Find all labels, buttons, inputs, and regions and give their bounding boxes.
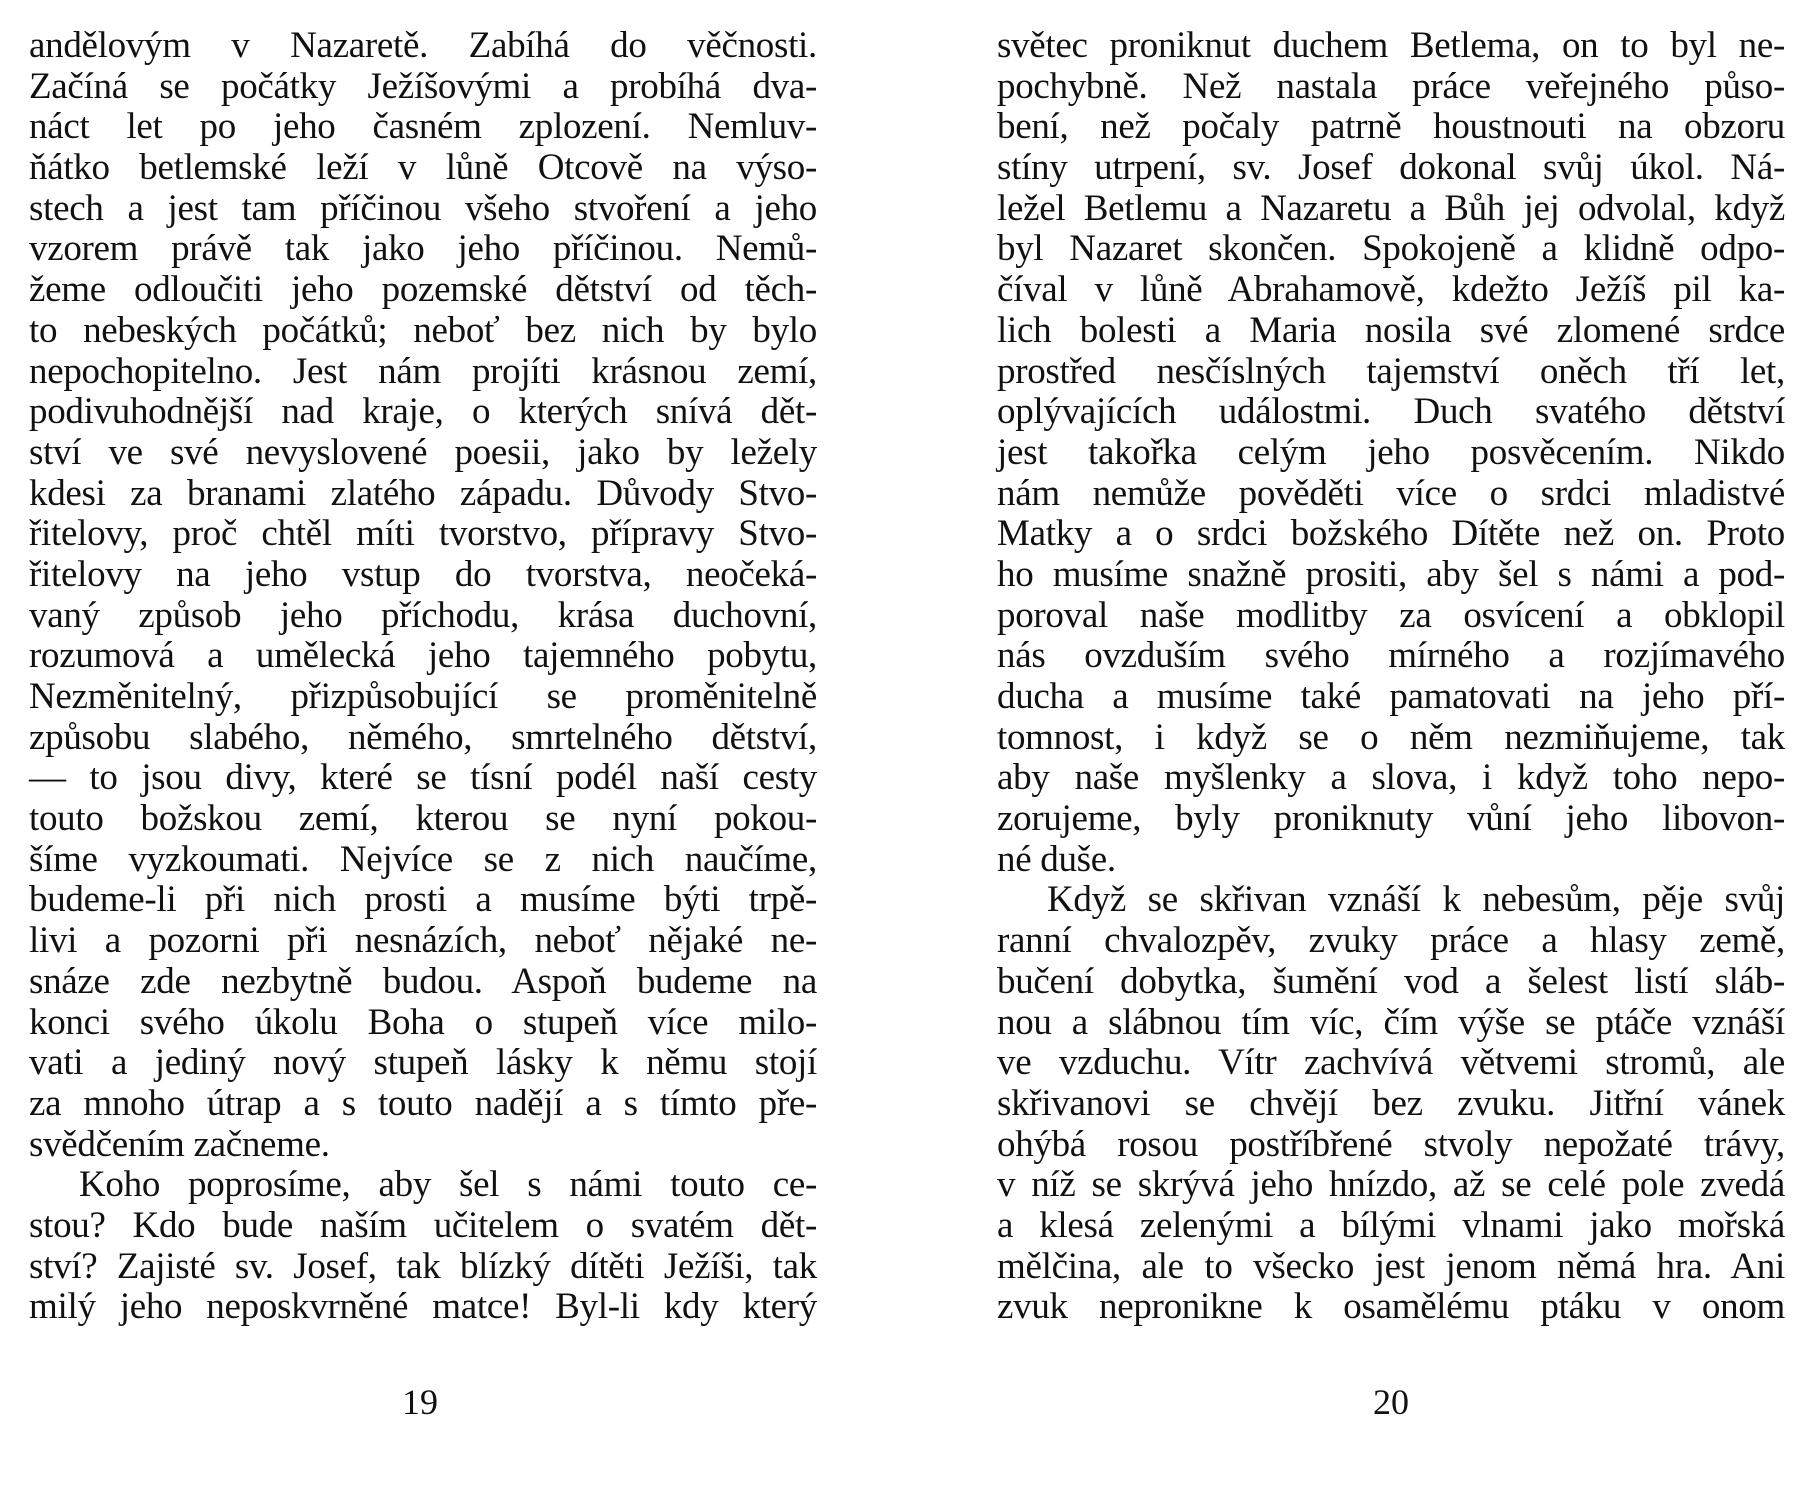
text-line: jest takořka celým jeho posvěcením. Nikdo: [997, 431, 1785, 473]
text-line: nou a slábnou tím víc, čím výše se ptáče vznáší: [997, 1001, 1785, 1043]
text-line: lich bolesti a Maria nosila své zlomené srdce: [997, 309, 1785, 351]
text-line: stech a jest tam příčinou všeho stvoření a jeho: [29, 187, 817, 229]
text-line: milý jeho neposkvrněné matce! Byl-li kdy který: [29, 1286, 817, 1328]
text-line: nás ovzduším svého mírného a rozjímavého: [997, 635, 1785, 677]
text-line: nám nemůže pověděti více o srdci mladistvé: [997, 472, 1785, 514]
text-line: oplývajících událostmi. Duch svatého dětství: [997, 391, 1785, 433]
page-number-right: 20: [1373, 1382, 1409, 1422]
text-line: žeme odloučiti jeho pozemské dětství od těch-: [29, 269, 817, 311]
text-line: ství ve své nevyslovené poesii, jako by ležely: [29, 431, 817, 473]
text-line: ranní chvalozpěv, zvuky práce a hlasy země,: [997, 920, 1785, 962]
text-line: způsobu slabého, němého, smrtelného dětství,: [29, 716, 817, 758]
text-line: řitelovy, proč chtěl míti tvorstvo, přípravy Stvo-: [29, 513, 817, 555]
text-line: tomnost, i když se o něm nezmiňujeme, tak: [997, 716, 1785, 758]
text-line: vzorem právě tak jako jeho příčinou. Nemů-: [29, 228, 817, 270]
text-line: náct let po jeho časném zplození. Nemluv-: [29, 106, 817, 148]
text-line: touto božskou zemí, kterou se nyní pokou-: [29, 798, 817, 840]
text-line: ho musíme snažně prositi, aby šel s námi a pod-: [997, 553, 1785, 595]
text-line: a klesá zelenými a bílými vlnami jako mořská: [997, 1204, 1785, 1246]
text-line: číval v lůně Abrahamově, kdežto Ježíš pil ka-: [997, 269, 1785, 311]
text-line: prostřed nesčíslných tajemství oněch tří let,: [997, 350, 1785, 392]
text-line: Když se skřivan vznáší k nebesům, pěje svůj: [1047, 879, 1785, 921]
text-line: Koho poprosíme, aby šel s námi touto ce-: [79, 1164, 817, 1206]
text-line: svědčením začneme.: [29, 1123, 330, 1165]
text-line: konci svého úkolu Boha o stupeň více milo-: [29, 1001, 817, 1043]
text-line: stíny utrpení, sv. Josef dokonal svůj úkol. Ná-: [997, 147, 1785, 189]
right-page-text: [997, 26, 1785, 1328]
text-line: ohýbá rosou postříbřené stvoly nepožaté trávy,: [997, 1123, 1785, 1165]
text-line: ňátko betlemské leží v lůně Otcově na výso-: [29, 147, 817, 189]
text-line: vaný způsob jeho příchodu, krása duchovní,: [29, 594, 817, 636]
text-line: světec proniknut duchem Betlema, on to byl ne-: [997, 25, 1785, 66]
text-line: Začíná se počátky Ježíšovými a probíhá dva-: [29, 65, 817, 107]
text-line: bučení dobytka, šumění vod a šelest listí sláb-: [997, 960, 1785, 1002]
text-line: snáze zde nezbytně budou. Aspoň budeme na: [29, 960, 817, 1002]
text-line: Matky a o srdci božského Dítěte než on. Proto: [997, 513, 1785, 555]
text-line: v níž se skrývá jeho hnízdo, až se celé pole zvedá: [997, 1164, 1785, 1206]
text-line: rozumová a umělecká jeho tajemného pobytu,: [29, 635, 817, 677]
text-line: né duše.: [997, 838, 1116, 880]
text-line: šíme vyzkoumati. Nejvíce se z nich naučíme,: [29, 838, 817, 880]
text-line: pochybně. Než nastala práce veřejného půso-: [997, 65, 1785, 107]
text-line: vati a jediný nový stupeň lásky k němu stojí: [29, 1042, 817, 1084]
text-line: ležel Betlemu a Nazaretu a Bůh jej odvolal, když: [997, 187, 1785, 229]
text-line: budeme-li při nich prosti a musíme býti trpě-: [29, 879, 817, 921]
text-line: zorujeme, byly proniknuty vůní jeho libovon-: [997, 798, 1785, 840]
text-line: — to jsou divy, které se tísní podél naší cesty: [29, 757, 817, 799]
text-line: ducha a musíme také pamatovati na jeho pří-: [997, 676, 1785, 717]
text-line: ve vzduchu. Vítr zachvívá větvemi stromů, ale: [997, 1042, 1785, 1084]
page-number-left: 19: [402, 1382, 438, 1422]
text-line: řitelovy na jeho vstup do tvorstva, neočeká-: [29, 553, 817, 595]
text-line: skřivanovi se chvějí bez zvuku. Jitřní vánek: [997, 1082, 1785, 1124]
text-line: kdesi za branami zlatého západu. Důvody Stvo-: [29, 472, 817, 514]
left-page-text: [29, 26, 817, 1328]
text-line: ství? Zajisté sv. Josef, tak blízký dítěti Ježíši, tak: [29, 1245, 817, 1287]
text-line: nepochopitelno. Jest nám projíti krásnou zemí,: [29, 350, 817, 392]
text-line: podivuhodnější nad kraje, o kterých snívá dět-: [29, 391, 817, 433]
text-line: livi a pozorni při nesnázích, neboť nějaké ne-: [29, 920, 817, 962]
text-line: andělovým v Nazaretě. Zabíhá do věčnosti.: [29, 25, 817, 66]
text-line: Nezměnitelný, přizpůsobující se proměnitelně: [29, 676, 817, 717]
text-line: bení, než počaly patrně houstnouti na obzoru: [997, 106, 1785, 148]
text-line: aby naše myšlenky a slova, i když toho nepo-: [997, 757, 1785, 799]
text-line: byl Nazaret skončen. Spokojeně a klidně odpo-: [997, 228, 1785, 270]
text-line: to nebeských počátků; neboť bez nich by bylo: [29, 309, 817, 351]
text-line: stou? Kdo bude naším učitelem o svatém dět-: [29, 1204, 817, 1246]
text-line: za mnoho útrap a s touto nadějí a s tímto pře-: [29, 1082, 817, 1124]
text-line: mělčina, ale to všecko jest jenom němá hra. Ani: [997, 1245, 1785, 1287]
text-line: zvuk nepronikne k osamělému ptáku v onom: [997, 1286, 1785, 1328]
text-line: poroval naše modlitby za osvícení a obklopil: [997, 594, 1785, 636]
